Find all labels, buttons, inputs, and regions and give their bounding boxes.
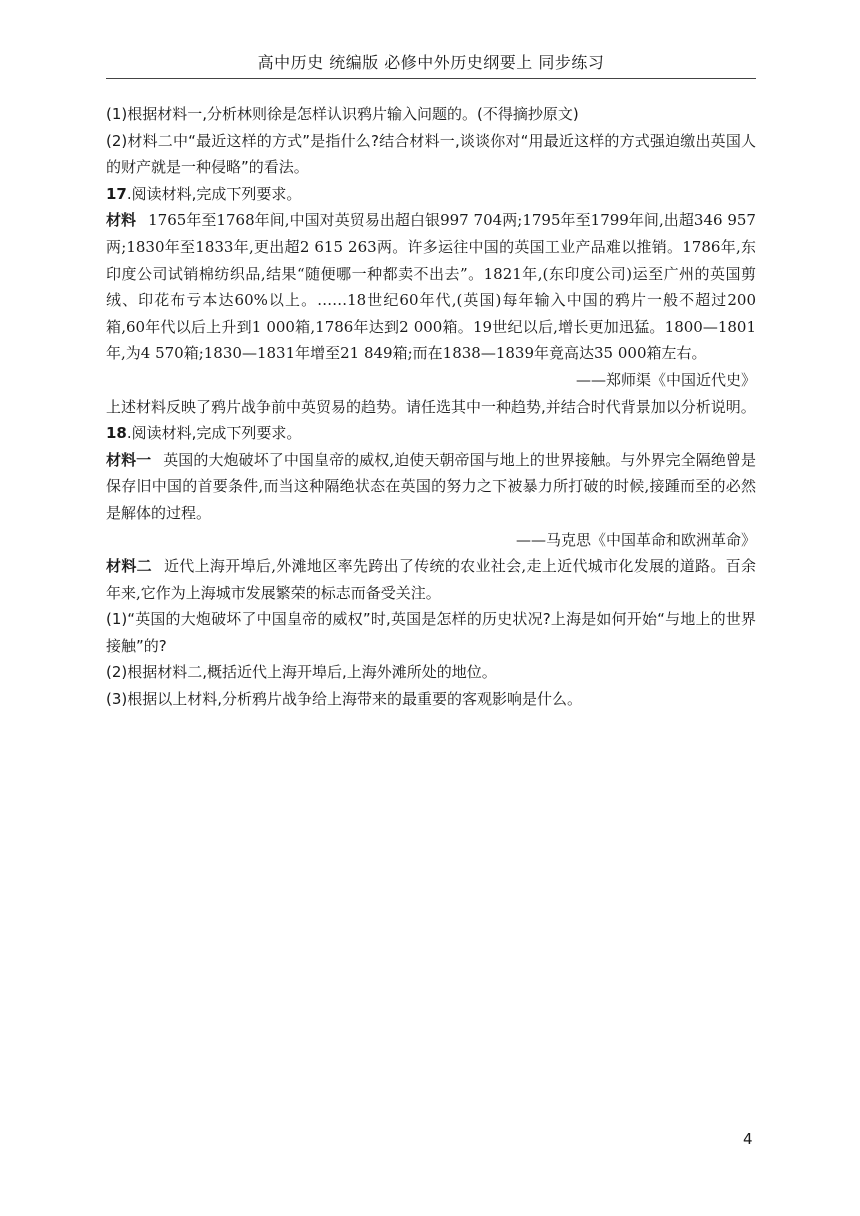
q16-sub2: (2)材料二中“最近这样的方式”是指什么?结合材料一,谈谈你对“用最近这样的方式强迫缴出英国人的财产就是一种侵略”的看法。 [106,131,756,177]
q18-material1-source: ——马克思《中国革命和欧洲革命》 [515,530,756,549]
q18-sub1: (1)“英国的大炮破坏了中国皇帝的威权”时,英国是怎样的历史状况?上海是如何开始“与地上的世界接触”的? [106,610,756,655]
q18-stem [106,420,756,447]
page-header: 高中历史 统编版 必修中外历史纲要上 同步练习 [257,53,605,72]
q18-sub3: (3)根据以上材料,分析鸦片战争给上海带来的最重要的客观影响是什么。 [106,690,583,709]
q17-stem [106,181,756,208]
q17-material-label: 材料 [106,211,137,230]
page-number: 4 [743,1130,753,1148]
q18-material2-label: 材料二 [106,557,152,576]
q17-number: 17 [106,184,127,203]
q18-sub2: (2)根据材料二,概括近代上海开埠后,上海外滩所处的地位。 [106,663,497,682]
q17-source: ——郑师渠《中国近代史》 [575,370,756,389]
q17-material [106,207,756,367]
q17-question: 上述材料反映了鸦片战争前中英贸易的趋势。请任选其中一种趋势,并结合时代背景加以分析说明。 [106,397,756,416]
header-divider [106,78,756,79]
q17-material-text: 1765年至1768年间,中国对英贸易出超白银997 704两;1795年至1799年间,出超346 957两;1830年至1833年,更出超2 615 263两。许多运往中国的英国工业产品难以推销。1786年,东印度公司试销棉纺织品,结果“随便哪一种都卖不出去”。1821年,(东印度公司)运至广州的英国剪绒、印花布亏本达60%以上。……18世纪60年代,(英国)每年输入中国的鸦片一般不超过200箱,60年代以后上升到1 000箱,1786年达到2 000箱。19世纪以后,增长更加迅猛。1800—1801年,为4 570箱;1830—1831年增至21 849箱;而在1838—1839年竟高达35 000箱左右。 [106,211,756,363]
q18-material2-text: 近代上海开埠后,外滩地区率先跨出了传统的农业社会,走上近代城市化发展的道路。百余年来,它作为上海城市发展繁荣的标志而备受关注。 [106,557,756,602]
q18-material1-text: 英国的大炮破坏了中国皇帝的威权,迫使天朝帝国与地上的世界接触。与外界完全隔绝曾是保存旧中国的首要条件,而当这种隔绝状态在英国的努力之下被暴力所打破的时候,接踵而至的必然是解体的过程。 [106,450,756,522]
q18-stem-text: .阅读材料,完成下列要求。 [126,424,302,443]
q16-sub1: (1)根据材料一,分析林则徐是怎样认识鸦片输入问题的。(不得摘抄原文) [106,105,579,123]
page-content [106,101,756,713]
q18-material2 [106,553,756,606]
q18-material1 [106,447,756,527]
q18-number: 18 [106,424,127,443]
q17-stem-text: .阅读材料,完成下列要求。 [126,184,302,203]
q18-material1-label: 材料一 [106,450,152,469]
